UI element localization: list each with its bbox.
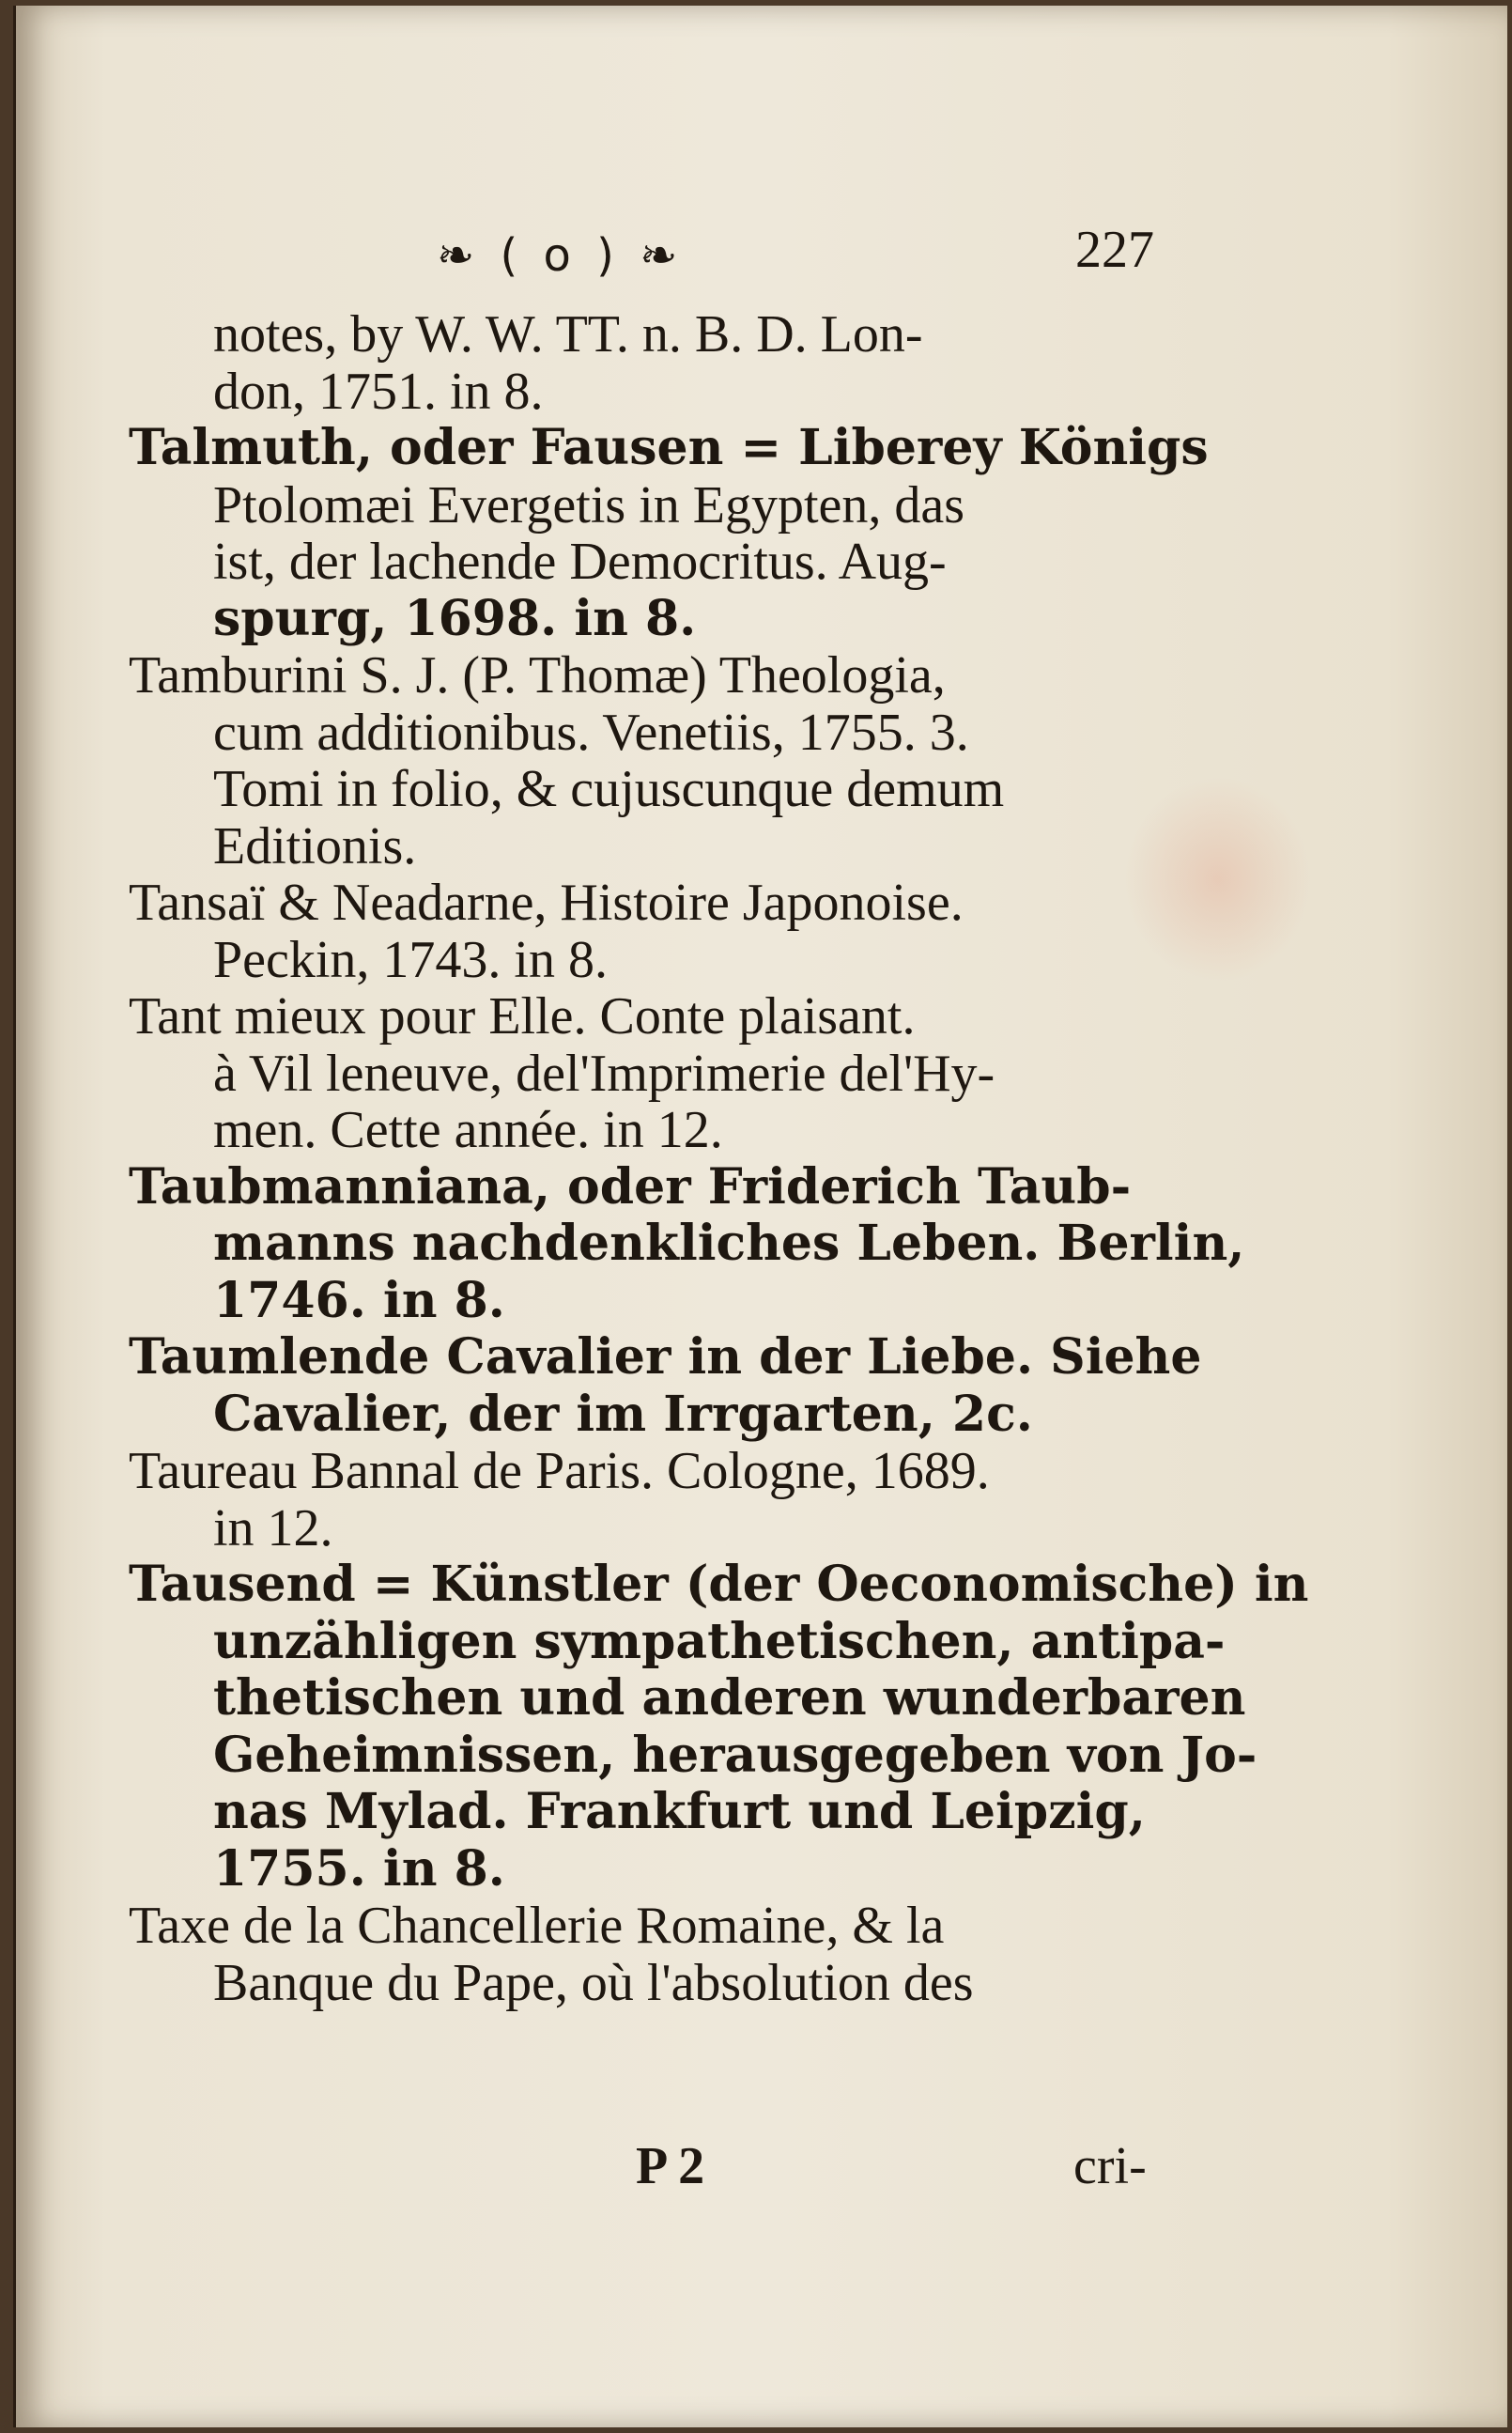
header-ornament: ❧ ( o ) ❧: [437, 229, 684, 282]
signature-mark: P 2: [636, 2137, 705, 2195]
entry-line: Editionis.: [213, 816, 417, 876]
entry-line: in 12.: [213, 1498, 333, 1557]
entry-line: Cavalier, der im Irrgarten, 2c.: [213, 1385, 1033, 1443]
entry-line: unzähligen sympathetischen, antipa-: [213, 1612, 1226, 1670]
entry-heading-line: Tausend = Künstler (der Oeconomische) in: [129, 1556, 1309, 1613]
entry-line: Banque du Pape, où l'absolution des: [213, 1953, 974, 2012]
catalog-entry: [129, 988, 1199, 1159]
entry-line: men. Cette année. in 12.: [213, 1101, 723, 1159]
entry-line: ist, der lachende Democritus. Aug-: [213, 533, 947, 591]
book-page: [13, 6, 1507, 2427]
entry-line: nas Mylad. Frankfurt und Leipzig,: [213, 1783, 1146, 1840]
catalog-entry: [129, 306, 1199, 420]
entry-line: manns nachdenkliches Leben. Berlin,: [213, 1215, 1245, 1272]
entry-line: Geheimnissen, herausgegeben von Jo-: [213, 1726, 1257, 1784]
catalog-entry: [129, 1328, 1202, 1443]
entry-line: 1755. in 8.: [213, 1839, 505, 1898]
entry-line: Ptolomæi Evergetis in Egypten, das: [213, 475, 965, 535]
entry-heading-line: Taumlende Cavalier in der Liebe. Siehe: [129, 1328, 1202, 1386]
entry-line: Peckin, 1743. in 8.: [213, 930, 608, 989]
catalog-entry: [129, 1157, 1245, 1330]
catalog-entry: [129, 875, 1199, 988]
entry-line: à Vil leneuve, del'Imprimerie del'Hy-: [213, 1044, 995, 1103]
catalog-entry: [129, 1556, 1309, 1898]
entry-line: spurg, 1698. in 8.: [213, 589, 697, 647]
catalog-entry: [129, 1898, 1199, 2011]
entry-heading-line: Taubmanniana, oder Friderich Taub-: [129, 1157, 1132, 1216]
catalog-entry: [129, 647, 1199, 875]
catchword: cri-: [1073, 2137, 1147, 2195]
entry-line: notes, by W. W. TT. n. B. D. Lon-: [213, 305, 923, 364]
entry-line: 1746. in 8.: [213, 1271, 505, 1329]
entry-heading-line: Taxe de la Chancellerie Romaine, & la: [129, 1897, 945, 1955]
catalog-entries: [129, 305, 1309, 2012]
entry-line: Tomi in folio, & cujuscunque demum: [213, 760, 1005, 818]
entry-line: don, 1751. in 8.: [213, 362, 544, 421]
page-number: 227: [1075, 221, 1154, 279]
entry-line: thetischen und anderen wunderbaren: [213, 1669, 1246, 1727]
catalog-entry: [129, 1443, 1199, 1557]
catalog-entry: [129, 419, 1209, 647]
entry-heading-line: Talmuth, oder Fausen = Liberey Königs: [129, 419, 1209, 476]
entry-heading-line: Tansaï & Neadarne, Histoire Japonoise.: [129, 874, 964, 932]
entry-heading-line: Taureau Bannal de Paris. Cologne, 1689.: [129, 1442, 990, 1500]
entry-heading-line: Tant mieux pour Elle. Conte plaisant.: [129, 987, 916, 1046]
entry-heading-line: Tamburini S. J. (P. Thomæ) Theologia,: [129, 646, 946, 705]
entry-line: cum additionibus. Venetiis, 1755. 3.: [213, 703, 969, 762]
